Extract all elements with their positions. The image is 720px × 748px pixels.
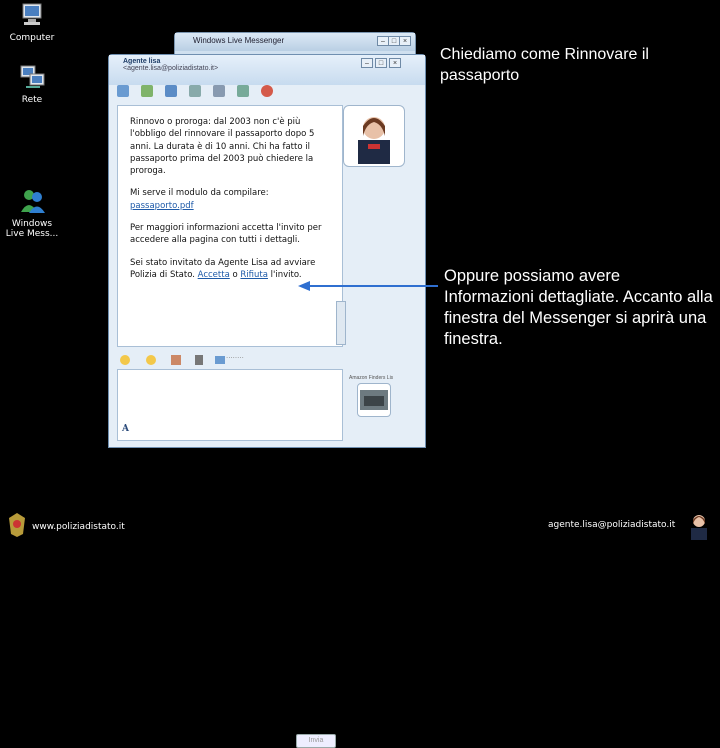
- desktop-icon-computer[interactable]: [4, 2, 60, 43]
- invitation-or: o: [229, 269, 241, 280]
- footer-website[interactable]: www.poliziadistato.it: [32, 522, 125, 532]
- format-toolbar: [117, 351, 343, 369]
- own-avatar: [357, 383, 391, 417]
- caption-right: Oppure possiamo avere Informazioni dettagliate. Accanto alla finestra del Messenger si aprirà una finestra.: [444, 267, 713, 348]
- window-title: Windows Live Messenger: [175, 33, 415, 51]
- footer-email[interactable]: agente.lisa@poliziadistato.it: [548, 520, 676, 530]
- desktop-icon-label: Rete: [21, 95, 43, 105]
- invitation-end: l'invito.: [267, 269, 302, 280]
- conversation-scrollbar[interactable]: [336, 301, 346, 345]
- minimize-button[interactable]: –: [377, 36, 389, 46]
- chat-window[interactable]: [108, 54, 426, 744]
- send-button[interactable]: Invia: [296, 734, 336, 748]
- message-input[interactable]: [117, 369, 343, 744]
- desktop-icon-messenger[interactable]: [2, 188, 62, 239]
- contact-email: <agente.lisa@poliziadistato.it>: [123, 65, 219, 72]
- call-icon[interactable]: [189, 85, 201, 97]
- invite-icon[interactable]: [117, 85, 129, 97]
- video-icon[interactable]: [165, 85, 177, 97]
- chat-toolbar: [115, 83, 275, 101]
- police-emblem-icon: [8, 512, 26, 543]
- font-icon[interactable]: A: [122, 424, 129, 434]
- network-icon: [4, 64, 60, 93]
- caption-top: Chiediamo come Rinnovare il passaporto: [440, 46, 649, 84]
- police-officer-icon: [344, 106, 404, 166]
- passport-pdf-link[interactable]: passaporto.pdf: [130, 200, 194, 211]
- contact-name: Agente lisa: [123, 58, 161, 65]
- user-picture-icon: [358, 384, 390, 416]
- share-files-icon[interactable]: [141, 85, 153, 97]
- resize-grip[interactable]: ........: [226, 352, 244, 360]
- message-more-info: Per maggiori informazioni accetta l'invito per accedere alla pagina con tutti i dettagli.: [130, 223, 322, 246]
- desktop-icon-label: Windows Live Mess...: [5, 219, 59, 239]
- message-renewal: Rinnovo o proroga: dal 2003 non c'è più l'obbligo del rinnovare il passaporto dopo 5 anni. La durata è di 10 anni. Chi ha fatto il passaporto prima del 2003 può chiedere la proroga.: [130, 117, 315, 177]
- message-invitation: [130, 257, 332, 282]
- computer-icon: [4, 2, 60, 31]
- desktop-icon-network[interactable]: [4, 64, 60, 105]
- reject-link[interactable]: Rifiuta: [240, 269, 268, 280]
- maximize-button[interactable]: □: [375, 58, 387, 68]
- pointer-arrow: [298, 281, 438, 291]
- desktop-icon-label: Computer: [9, 33, 55, 43]
- form-request-text: Mi serve il modulo da compilare:: [130, 188, 269, 199]
- maximize-button[interactable]: □: [388, 36, 400, 46]
- accept-link[interactable]: Accetta: [197, 269, 230, 280]
- contact-avatar: [343, 105, 405, 167]
- close-button[interactable]: ×: [389, 58, 401, 68]
- format-icons: [117, 351, 237, 369]
- messenger-icon: [2, 188, 62, 217]
- close-button[interactable]: ×: [399, 36, 411, 46]
- minimize-button[interactable]: –: [361, 58, 373, 68]
- games-icon[interactable]: [237, 85, 249, 97]
- agent-avatar-icon: [686, 512, 712, 545]
- message-form-request: [130, 187, 332, 212]
- block-icon[interactable]: [261, 85, 273, 97]
- activities-icon[interactable]: [213, 85, 225, 97]
- sidebar-label: Amazon Finders Lis: [349, 375, 394, 381]
- invitation-text: Sei stato invitato da Agente Lisa ad avviare Polizia di Stato.: [130, 257, 316, 280]
- conversation-pane: [117, 105, 343, 360]
